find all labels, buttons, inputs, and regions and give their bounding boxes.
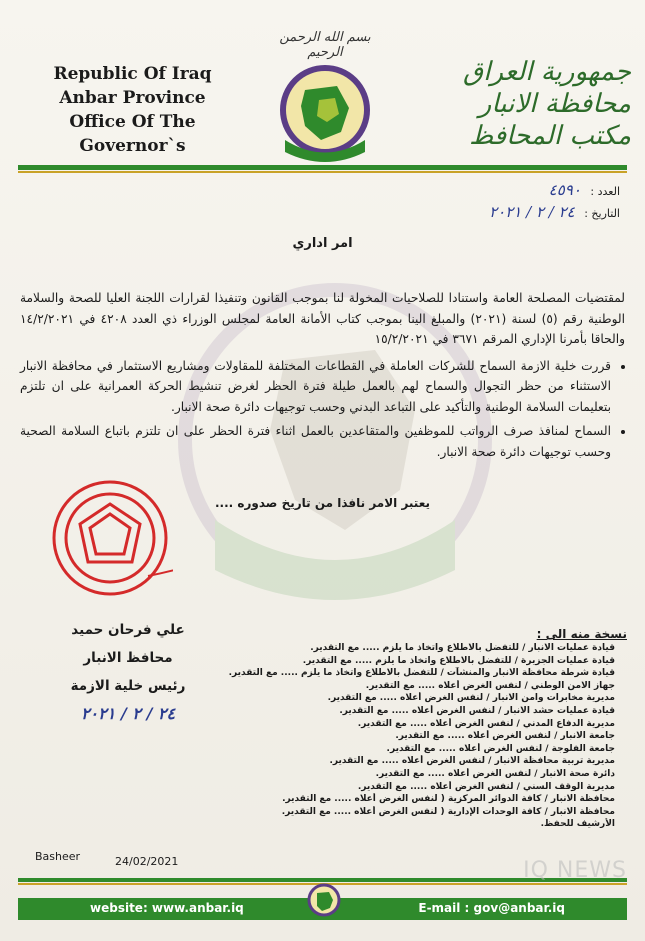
basmala: بسم الله الرحمن الرحيم <box>279 30 371 60</box>
signature-block <box>38 616 218 728</box>
intro-paragraph: لمقتضيات المصلحة العامة واستنادا للصلاحيات المخولة لنا بموجب القانون وتنفيذا لقرارات اللجنة العليا للصحة والسلامة الوطنية رقم (٥) لسنة (٢٠٢١) والمبلغ الينا بموجب كتاب الأمانة العامة لمجلس الوزراء ذي العدد ٤٢٠٨ في ١٤/٢/٢٠٢١ والحاقا بأمرنا الإداري المرقم ٣٦٧١ في ١٥/٢/٢٠٢١ <box>20 291 626 346</box>
copy-recipient: • قيادة عمليات الجزيرة / للتفضل بالاطلاع واتخاذ ما يلزم ..... مع التقدير. <box>215 655 615 668</box>
typed-date: 24/02/2021 <box>115 855 179 868</box>
header-ar-line3: مكتب المحافظ <box>469 121 631 151</box>
copy-recipient: • قيادة عمليات حشد الانبار / لنفس الغرض أعلاه ..... مع التقدير. <box>215 705 615 718</box>
signer-role: رئيس خلية الازمة <box>70 678 186 694</box>
number-value: ٤٥٩٠ <box>548 181 581 199</box>
decision-item: • السماح لمنافذ صرف الرواتب للموظفين والمتقاعدين بالعمل اثناء فترة الحظر على ان تلتزم باتباع السلامة الصحية وحسب توجيهات دائرة صحة الانبار. <box>20 421 611 462</box>
news-watermark: IQ NEWS <box>523 858 627 883</box>
copy-recipient: • قيادة عمليات الانبار / للتفضل بالاطلاع واتخاذ ما يلزم ..... مع التقدير. <box>215 642 615 655</box>
header-ar-line1: جمهورية العراق <box>463 57 631 87</box>
copy-recipient: • دائرة صحة الانبار / لنفس الغرض أعلاه ..... مع التقدير. <box>215 768 615 781</box>
signer-name: علي فرحان حميد <box>71 622 185 638</box>
copy-recipient: • جامعة الفلوجة / لنفس الغرض أعلاه ..... مع التقدير. <box>215 743 615 756</box>
copy-recipient: • جهاز الامن الوطني / لنفس الغرض أعلاه ..... مع التقدير. <box>215 680 615 693</box>
date-label: التاريخ : <box>584 207 620 220</box>
header-english <box>25 62 240 158</box>
copy-archive: الأرشيف للحفظ. <box>540 819 615 830</box>
decision-list <box>20 356 625 463</box>
header-en-line1: Republic Of Iraq <box>53 64 212 84</box>
number-label: العدد : <box>590 185 620 198</box>
copies-header: نسخة منه الى : <box>536 627 627 641</box>
copy-recipient: • مديرية مخابرات وامن الانبار / لنفس الغرض أعلاه ..... مع التقدير. <box>215 692 615 705</box>
signature-date: ٢٤ / ٢ / ٢٠٢١ <box>80 704 176 723</box>
footer-email: E-mail : gov@anbar.iq <box>418 901 565 915</box>
copy-recipient: • جامعة الانبار / لنفس الغرض أعلاه ..... مع التقدير. <box>215 730 615 743</box>
header-green-rule <box>18 165 627 170</box>
date-value: ٢٤ / ٢ / ٢٠٢١ <box>489 203 575 221</box>
header-en-line3: Office Of The Governor`s <box>69 112 196 156</box>
reference-block <box>400 180 620 224</box>
official-stamp <box>48 476 173 601</box>
copy-recipient: • محافظة الانبار / كافة الوحدات الإدارية ( لنفس الغرض أعلاه ..... مع التقدير. <box>215 806 615 819</box>
copy-recipient: • مديرية الدفاع المدني / لنفس الغرض أعلاه ..... مع التقدير. <box>215 718 615 731</box>
document-body <box>20 288 625 466</box>
header-ar-line2: محافظة الانبار <box>478 89 631 119</box>
footer-website: website: www.anbar.iq <box>90 901 244 915</box>
copies-list <box>215 642 627 831</box>
decision-item: • قررت خلية الازمة السماح للشركات العاملة في القطاعات المختلفة للمقاولات ومشاريع الاستثمار في محافظة الانبار الاستثناء من حظر التجوال والسماح لهم بالعمل طيلة فترة الحظر لغرض تنشيط الحركة العمرانية على ان تلتزم بتعليمات السلامة الوطنية والتأكيد على التباعد البدني وحسب توجيهات دائرة صحة الانبار. <box>20 356 611 418</box>
header-en-line2: Anbar Province <box>59 88 206 108</box>
copy-recipient: • مديرية تربية محافظة الانبار / لنفس الغرض أعلاه ..... مع التقدير. <box>215 755 615 768</box>
anbar-emblem-logo <box>275 60 375 170</box>
document-title: امر اداري <box>292 236 353 251</box>
effective-statement: يعتبر الامر نافذا من تاريخ صدوره .... <box>215 496 430 510</box>
footer-emblem-icon <box>306 882 342 922</box>
header-arabic <box>431 56 631 152</box>
copy-recipient: • مديرية الوقف السني / لنفس الغرض أعلاه ..... مع التقدير. <box>215 781 615 794</box>
signer-title: محافظ الانبار <box>83 650 173 666</box>
copy-recipient: • محافظة الانبار / كافة الدوائر المركزية ( لنفس الغرض أعلاه ..... مع التقدير. <box>215 793 615 806</box>
copy-recipient: • قيادة شرطة محافظة الانبار والمنشآت / للتفضل بالاطلاع واتخاذ ما يلزم ..... مع التقدير. <box>215 667 615 680</box>
typist-initials: Basheer <box>35 850 81 863</box>
header-gold-rule <box>18 171 627 173</box>
